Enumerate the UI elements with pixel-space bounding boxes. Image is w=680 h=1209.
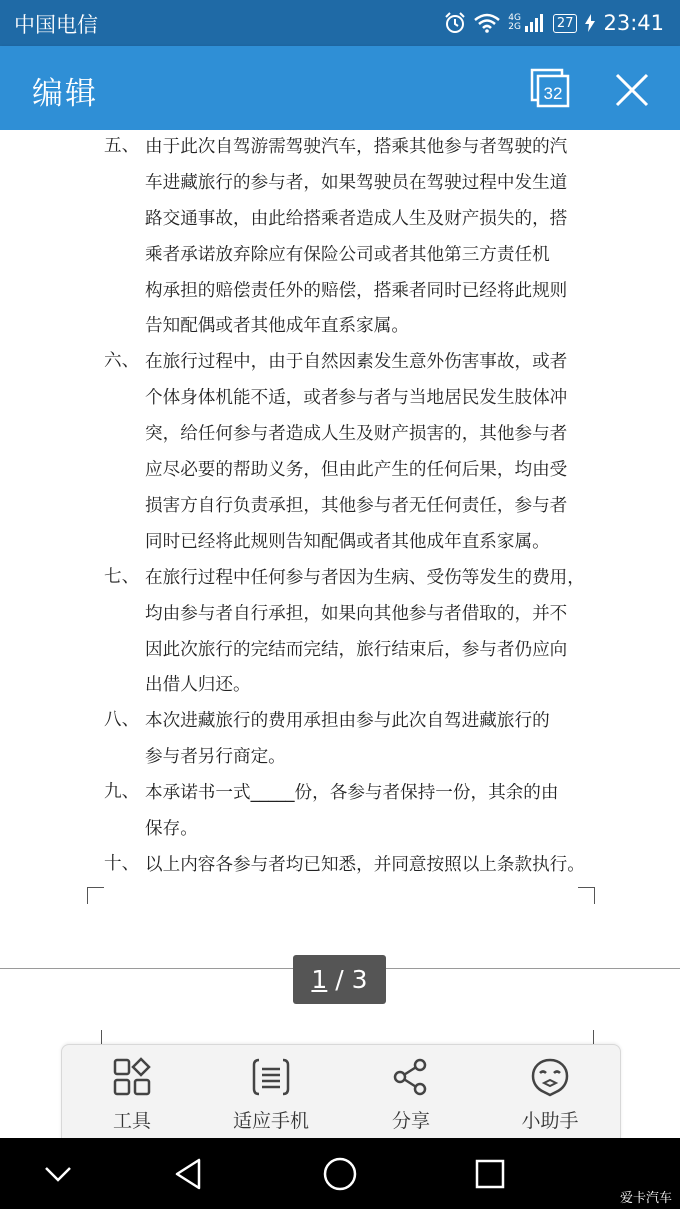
charging-icon	[585, 14, 595, 32]
status-bar	[0, 0, 680, 46]
clause-number: 八、	[104, 710, 140, 731]
signal-icon	[525, 14, 545, 32]
status-icons	[444, 8, 664, 38]
page-title: 编辑	[32, 76, 98, 112]
clause-number: 五、	[104, 136, 140, 156]
fit-phone-icon	[251, 1057, 291, 1097]
clause-line: 均由参与者自行承担，如果向其他参与者借取的，并不	[145, 603, 568, 624]
carrier-name: 中国电信	[14, 13, 98, 37]
clause-line: 本次进藏旅行的费用承担由参与此次自驾进藏旅行的	[145, 711, 550, 732]
clause-line: 同时已经将此规则告知配偶或者其他成年直系家属。	[145, 531, 550, 552]
fit-phone-label: 适应手机	[232, 1110, 309, 1132]
nav-home-icon[interactable]	[322, 1156, 358, 1192]
assistant-icon	[530, 1057, 570, 1097]
alarm-icon	[444, 12, 466, 34]
watermark: 爱卡汽车	[619, 1191, 672, 1206]
clause-body	[145, 850, 585, 886]
nav-collapse-icon[interactable]	[40, 1156, 76, 1192]
share-icon	[391, 1057, 431, 1097]
clause-line: 构承担的赔偿责任外的赔偿，搭乘者同时已经将此规则	[145, 280, 568, 301]
clause-line: 出借人归还。	[145, 675, 251, 696]
fit-phone-button[interactable]	[211, 1045, 331, 1139]
clause-line: 以上内容各参与者均已知悉，并同意按照以上条款执行。	[145, 855, 585, 875]
network-bottom-label: 2G	[508, 22, 521, 32]
clause-body	[145, 132, 567, 347]
nav-recents-icon[interactable]	[472, 1156, 508, 1192]
share-label: 分享	[391, 1110, 430, 1132]
clause-line: 突，给任何参与者造成人生及财产损害的，其他参与者	[145, 424, 568, 445]
close-icon[interactable]	[612, 70, 652, 110]
nav-back-icon[interactable]	[171, 1156, 207, 1192]
clause-line: 路交通事故，由此给搭乘者造成人生及财产损失的，搭	[145, 208, 568, 229]
app-bar	[0, 46, 680, 130]
clause-body	[145, 706, 550, 778]
network-type-label	[508, 14, 521, 32]
clause-line: 个体身体机能不适，或者参与者与当地居民发生肢体冲	[145, 388, 568, 409]
tools-grid-icon	[112, 1057, 152, 1097]
clause-body	[145, 778, 558, 850]
tools-button[interactable]	[72, 1045, 192, 1139]
assistant-button[interactable]	[490, 1045, 610, 1139]
bottom-toolbar	[61, 1044, 621, 1139]
page-count-icon[interactable]	[530, 68, 570, 108]
clause-line: 告知配偶或者其他成年直系家属。	[145, 316, 409, 337]
page-separator: /	[327, 965, 352, 994]
clock: 23:41	[603, 11, 664, 35]
clause-line: 因此次旅行的完结而完结，旅行结束后，参与者仍应向	[145, 639, 568, 660]
clause-line: 乘者承诺放弃除应有保险公司或者其他第三方责任机	[145, 244, 550, 265]
page-count-number: 32	[543, 84, 563, 103]
page-corner-mark	[87, 887, 104, 904]
assistant-label: 小助手	[521, 1110, 579, 1132]
clause-number: 六、	[104, 351, 140, 372]
clause-line: 在旅行过程中，由于自然因素发生意外伤害事故，或者	[145, 352, 568, 373]
clause-line: 参与者另行商定。	[145, 747, 286, 768]
clause-body	[145, 563, 585, 707]
wifi-icon	[474, 13, 500, 33]
clause-line: 车进藏旅行的参与者，如果驾驶员在驾驶过程中发生道	[145, 172, 568, 193]
tools-label: 工具	[112, 1110, 151, 1132]
clause-line: 保存。	[145, 819, 198, 840]
clause-body	[145, 347, 567, 562]
network-top-label: 4G	[508, 13, 521, 23]
clause-line: 应尽必要的帮助义务，但由此产生的任何后果，均由受	[145, 460, 568, 481]
clause-line: 在旅行过程中任何参与者因为生病、受伤等发生的费用，	[145, 567, 585, 588]
current-page: 1	[311, 965, 328, 994]
navigation-bar	[0, 1138, 680, 1209]
clause-line: 本承诺书一式_____份，各参与者保持一份，其余的由	[145, 783, 559, 804]
document-view[interactable]	[0, 130, 680, 1138]
page-indicator	[293, 955, 386, 1004]
total-pages: 3	[351, 965, 368, 994]
clause-number: 七、	[104, 566, 140, 587]
clause-line: 损害方自行负责承担，其他参与者无任何责任，参与者	[145, 495, 568, 516]
clause-number: 十、	[104, 854, 140, 874]
clause-number: 九、	[104, 782, 140, 803]
battery-icon: 27	[553, 14, 578, 33]
share-button[interactable]	[351, 1045, 471, 1139]
clause-line: 由于此次自驾游需驾驶汽车，搭乘其他参与者驾驶的汽	[145, 137, 568, 157]
page-corner-mark	[578, 887, 595, 904]
